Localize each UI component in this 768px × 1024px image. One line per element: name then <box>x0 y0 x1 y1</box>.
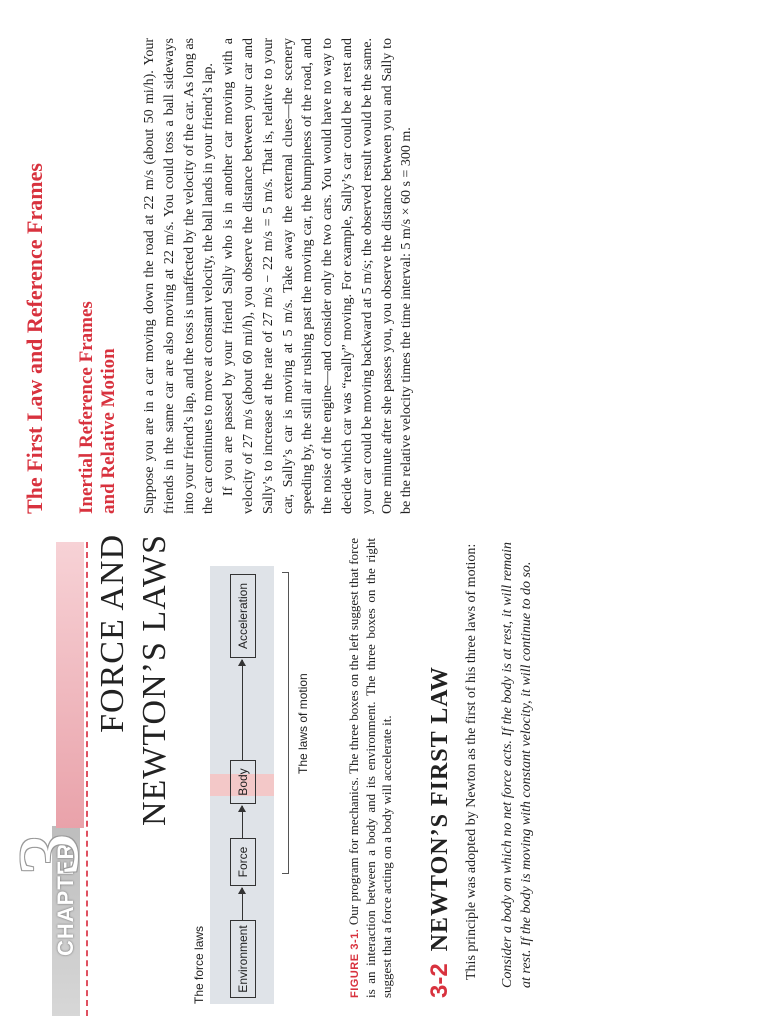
subsection-heading <box>76 94 120 514</box>
arrow-environment-force <box>242 888 243 920</box>
body-text <box>140 38 417 514</box>
arrow-force-body <box>242 806 243 838</box>
subsection-heading-line-2: and Relative Motion <box>98 348 119 514</box>
body-box: Body <box>230 760 256 804</box>
force-box: Force <box>230 838 256 886</box>
figure-label: FIGURE 3-1. <box>349 928 361 998</box>
chapter-divider <box>86 542 88 1016</box>
chapter-accent-bar <box>56 542 84 828</box>
section-intro: This principle was adopted by Newton as the first of his three laws of motion: <box>464 543 479 980</box>
chapter-title-line-1: FORCE AND <box>94 534 131 733</box>
environment-box: Environment <box>230 920 256 998</box>
paragraph-2: If you are passed by your friend Sally who is in another car moving with a velocity of 27 m/s (about 60 mi/h), you observe the distance between your car and Sally’s to increase at the rate of 27 m/s − 22 m/s = 5 m/s. That is, relative to your car, Sally’s car is moving at 5 m/s. Take away the external clues—the scenery speeding by, the still air rushing past the moving car, the bumpiness of the road, and the noise of the engine—and consider only the two cars. You would have no way to decide which car was “really” moving. For example, Sally’s car could be at rest and your car could be moving backward at 5 m/s; the observed result would be the same. One minute after she passes you, you observe the distance between you and Sally to be the relative velocity times the time interval: 5 m/s × 60 s = 300 m. <box>221 38 415 514</box>
motion-laws-label: The laws of motion <box>296 673 310 774</box>
chapter-label: CHAPTER <box>53 842 78 956</box>
first-law-statement: Consider a body on which no net force acts. If the body is at rest, it will remain at rest. If the body is moving with constant velocity, it will continue to do so. <box>500 542 534 988</box>
acceleration-box: Acceleration <box>230 574 256 658</box>
mechanics-diagram <box>190 564 330 1004</box>
chapter-title <box>92 534 176 834</box>
paragraph-1: Suppose you are in a car moving down the road at 22 m/s (about 50 mi/h). Your friends in the same car are also moving at 22 m/s. You could toss a ball sideways into your friend’s lap, and the toss is unaffected by the velocity of the car. As long as the car continues to move at constant velocity, the ball lands in your friend’s lap. <box>142 38 217 514</box>
figure-caption-text: Our program for mechanics. The three boxes on the left suggest that force is an interaction between a body and its environment. The three boxes on the right suggest that a force acting on a body will accelerate it. <box>346 538 394 998</box>
arrow-body-acceleration <box>242 660 243 760</box>
figure-caption <box>346 538 395 998</box>
chapter-number: 3 <box>0 833 96 876</box>
section-heading-right: The First Law and Reference Frames <box>22 163 47 514</box>
section-title: NEWTON’S FIRST LAW <box>427 666 453 952</box>
section-number: 3-2 <box>426 963 453 998</box>
force-laws-label: The force laws <box>192 925 206 1004</box>
section-heading <box>426 666 454 998</box>
chapter-title-line-2: NEWTON’S LAWS <box>136 534 173 827</box>
motion-laws-bracket <box>282 572 289 874</box>
subsection-heading-line-1: Inertial Reference Frames <box>76 301 97 514</box>
